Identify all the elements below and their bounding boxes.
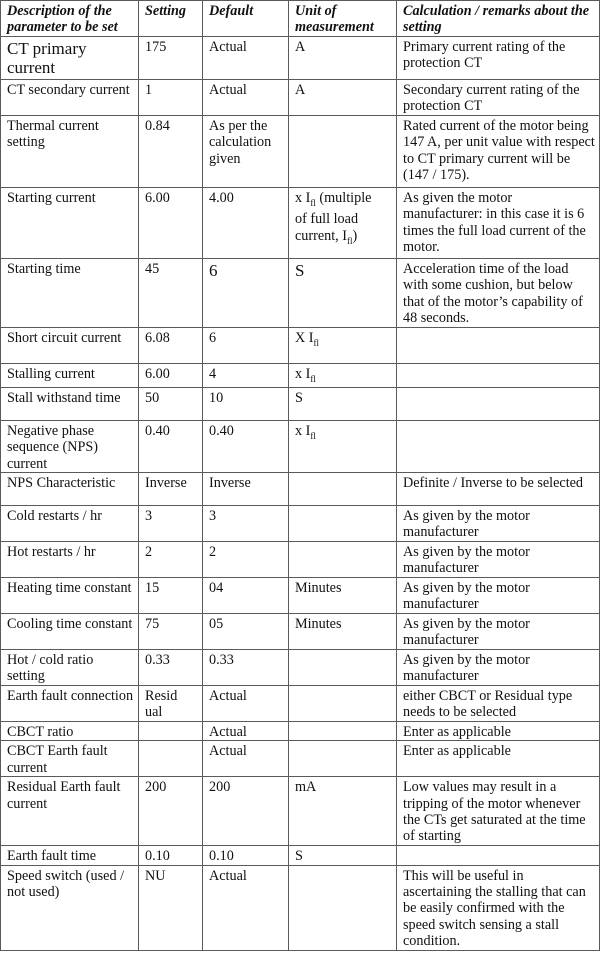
cell-setting: 2: [139, 542, 203, 578]
cell-default: 04: [203, 578, 289, 614]
cell-remarks: either CBCT or Residual type needs to be selected: [397, 685, 600, 721]
header-row: [1, 1, 600, 37]
table-row: [1, 116, 600, 188]
cell-remarks: As given by the motor manufacturer: [397, 614, 600, 650]
table-row: [1, 542, 600, 578]
cell-default: Actual: [203, 741, 289, 777]
cell-unit: [289, 506, 397, 542]
cell-setting: 50: [139, 387, 203, 420]
table-row: [1, 506, 600, 542]
cell-description: Cooling time constant: [1, 614, 139, 650]
cell-default: 2: [203, 542, 289, 578]
cell-setting: 200: [139, 777, 203, 846]
cell-setting: Inverse: [139, 473, 203, 506]
cell-default: 0.40: [203, 420, 289, 472]
table-row: [1, 741, 600, 777]
table-row: [1, 188, 600, 259]
cell-description: Hot restarts / hr: [1, 542, 139, 578]
cell-unit: S: [289, 846, 397, 865]
cell-unit: S: [289, 259, 397, 328]
cell-setting: 0.84: [139, 116, 203, 188]
cell-default: 6: [203, 327, 289, 363]
cell-remarks: Enter as applicable: [397, 741, 600, 777]
cell-unit: [289, 542, 397, 578]
cell-default: 0.10: [203, 846, 289, 865]
table-row: [1, 846, 600, 865]
cell-description: CT primary current: [1, 37, 139, 80]
cell-setting: 3: [139, 506, 203, 542]
table-row: [1, 259, 600, 328]
cell-remarks: Acceleration time of the load with some cushion, but below that of the motor’s capability of 48 seconds.: [397, 259, 600, 328]
header-default: Default: [203, 1, 289, 37]
cell-remarks: [397, 846, 600, 865]
cell-unit: mA: [289, 777, 397, 846]
cell-default: 0.33: [203, 649, 289, 685]
cell-unit: Minutes: [289, 578, 397, 614]
cell-default: Actual: [203, 721, 289, 740]
cell-remarks: [397, 363, 600, 387]
cell-remarks: As given by the motor manufacturer: [397, 578, 600, 614]
cell-setting: [139, 721, 203, 740]
cell-remarks: [397, 327, 600, 363]
table-row: [1, 865, 600, 950]
table-row: [1, 363, 600, 387]
cell-remarks: As given by the motor manufacturer: [397, 542, 600, 578]
cell-description: Speed switch (used / not used): [1, 865, 139, 950]
cell-default: Inverse: [203, 473, 289, 506]
cell-description: CBCT ratio: [1, 721, 139, 740]
cell-setting: 0.33: [139, 649, 203, 685]
cell-setting: 175: [139, 37, 203, 80]
table-row: [1, 685, 600, 721]
cell-unit: [289, 741, 397, 777]
cell-remarks: As given by the motor manufacturer: [397, 506, 600, 542]
cell-setting: 6.08: [139, 327, 203, 363]
cell-remarks: As given the motor manufacturer: in this case it is 6 times the full load current of the motor.: [397, 188, 600, 259]
cell-remarks: [397, 420, 600, 472]
cell-unit: [289, 473, 397, 506]
cell-remarks: Secondary current rating of the protection CT: [397, 80, 600, 116]
cell-default: 4: [203, 363, 289, 387]
table-row: [1, 649, 600, 685]
header-remarks: Calculation / remarks about the setting: [397, 1, 600, 37]
cell-setting: [139, 741, 203, 777]
cell-unit: [289, 116, 397, 188]
cell-description: CBCT Earth fault current: [1, 741, 139, 777]
cell-description: NPS Characteristic: [1, 473, 139, 506]
cell-default: 6: [203, 259, 289, 328]
table-row: [1, 327, 600, 363]
cell-unit: S: [289, 387, 397, 420]
cell-remarks: As given by the motor manufacturer: [397, 649, 600, 685]
cell-setting: Resid ual: [139, 685, 203, 721]
cell-description: Stall withstand time: [1, 387, 139, 420]
cell-unit: Minutes: [289, 614, 397, 650]
cell-description: Stalling current: [1, 363, 139, 387]
table-row: [1, 614, 600, 650]
cell-unit: x $I_{fl}$: [289, 363, 397, 387]
cell-description: Heating time constant: [1, 578, 139, 614]
cell-setting: 15: [139, 578, 203, 614]
cell-unit: A: [289, 37, 397, 80]
cell-unit: A: [289, 80, 397, 116]
header-setting: Setting: [139, 1, 203, 37]
cell-default: 4.00: [203, 188, 289, 259]
cell-default: 3: [203, 506, 289, 542]
cell-remarks: Definite / Inverse to be selected: [397, 473, 600, 506]
cell-remarks: Primary current rating of the protection CT: [397, 37, 600, 80]
cell-unit: x $I_{fl}$ (multiple of full load current, $I_{fl}$): [289, 188, 397, 259]
cell-default: 10: [203, 387, 289, 420]
table-row: [1, 473, 600, 506]
cell-unit: [289, 865, 397, 950]
cell-setting: NU: [139, 865, 203, 950]
table-row: [1, 721, 600, 740]
cell-default: Actual: [203, 80, 289, 116]
cell-description: Starting time: [1, 259, 139, 328]
table-row: [1, 420, 600, 472]
cell-description: Hot / cold ratio setting: [1, 649, 139, 685]
cell-remarks: [397, 387, 600, 420]
cell-description: Cold restarts / hr: [1, 506, 139, 542]
cell-unit: x $I_{fl}$: [289, 420, 397, 472]
cell-description: CT secondary current: [1, 80, 139, 116]
cell-setting: 45: [139, 259, 203, 328]
cell-unit: [289, 649, 397, 685]
cell-setting: 6.00: [139, 363, 203, 387]
cell-description: Thermal current setting: [1, 116, 139, 188]
table-row: [1, 777, 600, 846]
cell-remarks: Rated current of the motor being 147 A, per unit value with respect to CT primary current will be (147 / 175).: [397, 116, 600, 188]
cell-unit: [289, 721, 397, 740]
cell-unit: [289, 685, 397, 721]
table-row: [1, 37, 600, 80]
cell-description: Negative phase sequence (NPS) current: [1, 420, 139, 472]
header-unit: Unit of measurement: [289, 1, 397, 37]
cell-default: 200: [203, 777, 289, 846]
cell-default: Actual: [203, 865, 289, 950]
cell-description: Earth fault time: [1, 846, 139, 865]
cell-description: Starting current: [1, 188, 139, 259]
table-row: [1, 387, 600, 420]
header-description: Description of the parameter to be set: [1, 1, 139, 37]
cell-setting: 6.00: [139, 188, 203, 259]
cell-setting: 75: [139, 614, 203, 650]
cell-setting: 0.10: [139, 846, 203, 865]
cell-default: Actual: [203, 37, 289, 80]
cell-default: As per the calculation given: [203, 116, 289, 188]
cell-unit: X $I_{fl}$: [289, 327, 397, 363]
cell-setting: 1: [139, 80, 203, 116]
cell-remarks: Low values may result in a tripping of the motor whenever the CTs get saturated at the time of starting: [397, 777, 600, 846]
cell-description: Earth fault connection: [1, 685, 139, 721]
cell-description: Residual Earth fault current: [1, 777, 139, 846]
cell-remarks: Enter as applicable: [397, 721, 600, 740]
cell-remarks: This will be useful in ascertaining the stalling that can be easily confirmed with the speed switch sensing a stall condition.: [397, 865, 600, 950]
cell-default: 05: [203, 614, 289, 650]
cell-setting: 0.40: [139, 420, 203, 472]
table-row: [1, 578, 600, 614]
cell-default: Actual: [203, 685, 289, 721]
cell-description: Short circuit current: [1, 327, 139, 363]
table-row: [1, 80, 600, 116]
